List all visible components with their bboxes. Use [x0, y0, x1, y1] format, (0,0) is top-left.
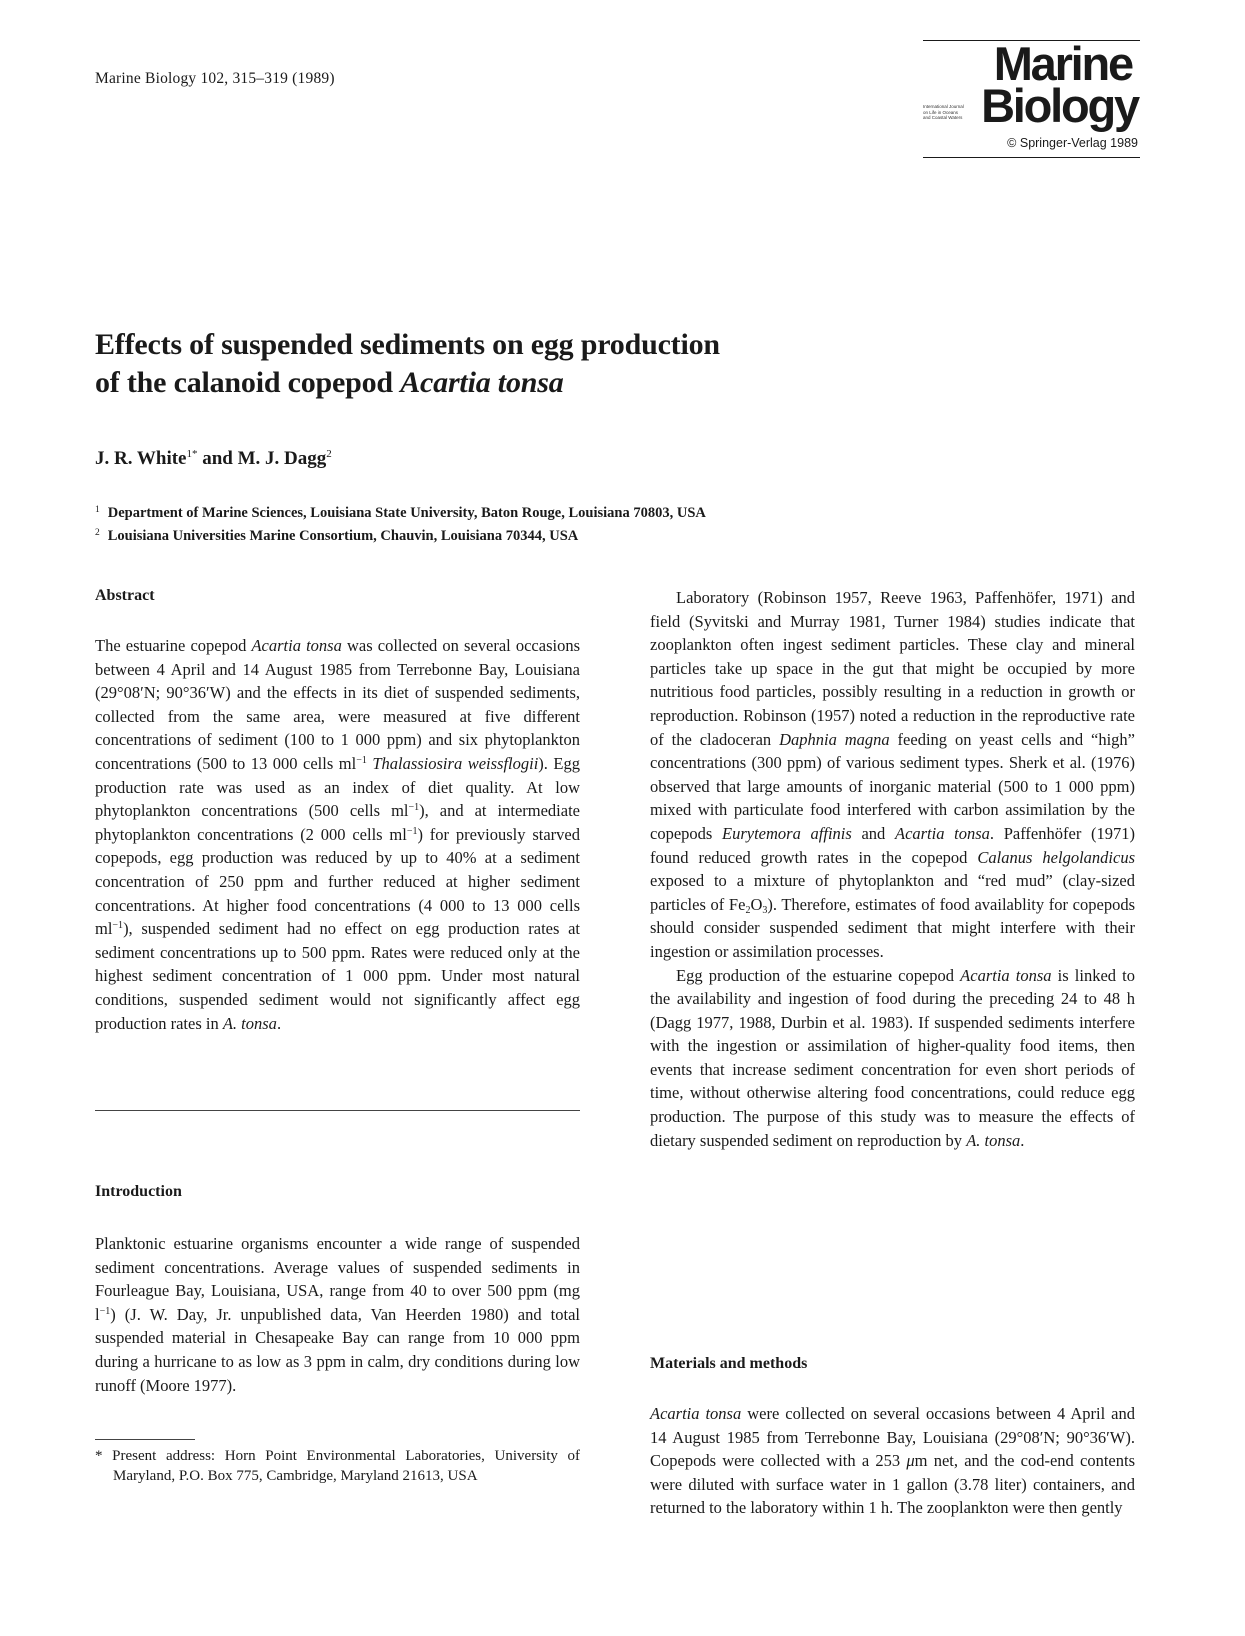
methods-body [650, 1402, 1135, 1520]
affiliations [95, 500, 706, 546]
title-line-1: Effects of suspended sediments on egg production [95, 328, 720, 361]
introduction-body [95, 1232, 580, 1397]
author-2-mark: 2 [326, 448, 332, 460]
intro-purpose-paragraph: Egg production of the estuarine copepod Acartia tonsa is linked to the availability and ingestion of food during the preceding 24 to 48 h (Dagg 1977, 1988, Durbin et al. 1983). If suspended sediments interfere with the ingestion or assimilation of higher-quality food items, then events that increase sediment concentration for even short periods of time, without otherwise altering food concentrations, could reduce egg production. The purpose of this study was to measure the effects of dietary suspended sediment on reproduction by A. tonsa. [650, 965, 1135, 1150]
affiliation-2 [95, 523, 706, 546]
title-line-2 [95, 364, 720, 402]
abstract-separator [95, 1110, 580, 1111]
affiliation-1 [95, 500, 706, 523]
affiliation-1-mark: 1 [95, 505, 100, 515]
introduction-heading: Introduction [95, 1183, 182, 1200]
logo-subtitle-line: International Journal [923, 104, 964, 109]
logo-subtitle-line: and Coastal Waters [923, 115, 963, 120]
introduction-paragraph: Planktonic estuarine organisms encounter a wide range of suspended sediment concentrations. Average values of suspended sediments in Fourleague Bay, Louisiana, USA, range from 40 to over 500 ppm (mg $l^{-1}$) (J. W. Day, Jr. unpublished data, Van Heerden 1980) and total suspended material in Chesapeake Bay can range from 10 000 ppm during a hurricane to as low as 3 ppm in calm, dry conditions during low runoff (Moore 1977). [95, 1234, 580, 1395]
affiliation-2-text: Louisiana Universities Marine Consortium, Chauvin, Louisiana 70344, USA [107, 528, 579, 544]
abstract-paragraph: The estuarine copepod Acartia tonsa was collected on several occasions between 4 April and 14 August 1985 from Terrebonne Bay, Louisiana (29°08′N; 90°36′W) and the effects in its diet of suspended sediments, collected from the same area, were measured at five different concentrations of sediment (100 to 1 000 ppm) and six phytoplankton concentrations (500 to 13 000 cells $ml^{-1}$ Thalassiosira weissflogii). Egg production rate was used as an index of diet quality. At low phytoplankton concentrations (500 cells $ml^{-1}$), and at intermediate phytoplankton concentrations (2 000 cells $ml^{-1}$) for previously starved copepods, egg production was reduced by up to 40% at a sediment concentration of 250 ppm and further reduced at higher sediment concentrations. At higher food concentrations (4 000 to 13 000 cells $ml^{-1}$), suspended sediment had no effect on egg production rates at sediment concentrations up to 500 ppm. Rates were reduced only at the highest sediment concentration of 1 000 ppm. Under most natural conditions, suspended sediment would not significantly affect egg production rates in A. tonsa. [95, 636, 581, 1033]
title-species: Acartia tonsa [400, 366, 564, 399]
author-list [95, 448, 332, 470]
right-column-body [650, 586, 1135, 1152]
affiliation-2-mark: 2 [95, 528, 100, 538]
logo-subtitle [923, 104, 983, 121]
author-2: M. J. Dagg [237, 448, 327, 469]
author-1: J. R. White [95, 448, 187, 469]
methods-heading: Materials and methods [650, 1355, 808, 1372]
journal-logo [923, 37, 1140, 160]
paper-title [95, 326, 720, 402]
logo-subtitle-line: on Life in Oceans [923, 109, 959, 115]
logo-bottom-rule [923, 157, 1140, 158]
affiliation-1-text: Department of Marine Sciences, Louisiana State University, Baton Rouge, Louisiana 70803, USA [107, 505, 706, 521]
footnote: * Present address: Horn Point Environmental Laboratories, University of Maryland, P.O. Box 775, Cambridge, Maryland 21613, USA [95, 1448, 580, 1484]
author-1-mark: 1* [186, 448, 198, 460]
copyright-notice: © Springer-Verlag 1989 [1007, 136, 1138, 150]
abstract-body [95, 634, 580, 1035]
journal-citation: Marine Biology 102, 315–319 (1989) [95, 70, 335, 87]
logo-marine-word: Marine [993, 37, 1132, 90]
logo-biology-word: Biology [981, 79, 1138, 132]
abstract-heading: Abstract [95, 587, 155, 604]
author-conjunction: and [197, 448, 238, 469]
footnote-rule [95, 1439, 195, 1440]
title-line-2-prefix: of the calanoid copepod [95, 366, 401, 399]
methods-paragraph: Acartia tonsa were collected on several occasions between 4 April and 14 August 1985 from Terrebonne Bay, Louisiana (29°08′N; 90°36′W). Copepods were collected with a 253 μm net, and the cod-end contents were diluted with surface water in 1 gallon (3.78 liter) containers, and returned to the laboratory within 1 h. The zooplankton were then gently [650, 1404, 1135, 1518]
intro-continued-paragraph: Laboratory (Robinson 1957, Reeve 1963, Paffenhöfer, 1971) and field (Syvitski and Murray 1981, Turner 1984) studies indicate that zooplankton often ingest sediment particles. These clay and mineral particles take up space in the gut that might be occupied by more nutritious food particles, possibly resulting in a reduction in growth or reproduction. Robinson (1957) noted a reduction in the reproductive rate of the cladoceran Daphnia magna feeding on yeast cells and “high” concentrations (300 ppm) of various sediment types. Sherk et al. (1976) observed that large amounts of inorganic material (500 to 1 000 ppm) mixed with particulate food interfered with carbon assimilation by the copepods Eurytemora affinis and Acartia tonsa. Paffenhöfer (1971) found reduced growth rates in the copepod Calanus helgolandicus exposed to a mixture of phytoplankton and “red mud” (clay-sized particles of $Fe_2O_3$). Therefore, estimates of food availablity for copepods should consider suspended sediment that might interfere with their ingestion or assimilation processes. [650, 588, 1136, 961]
